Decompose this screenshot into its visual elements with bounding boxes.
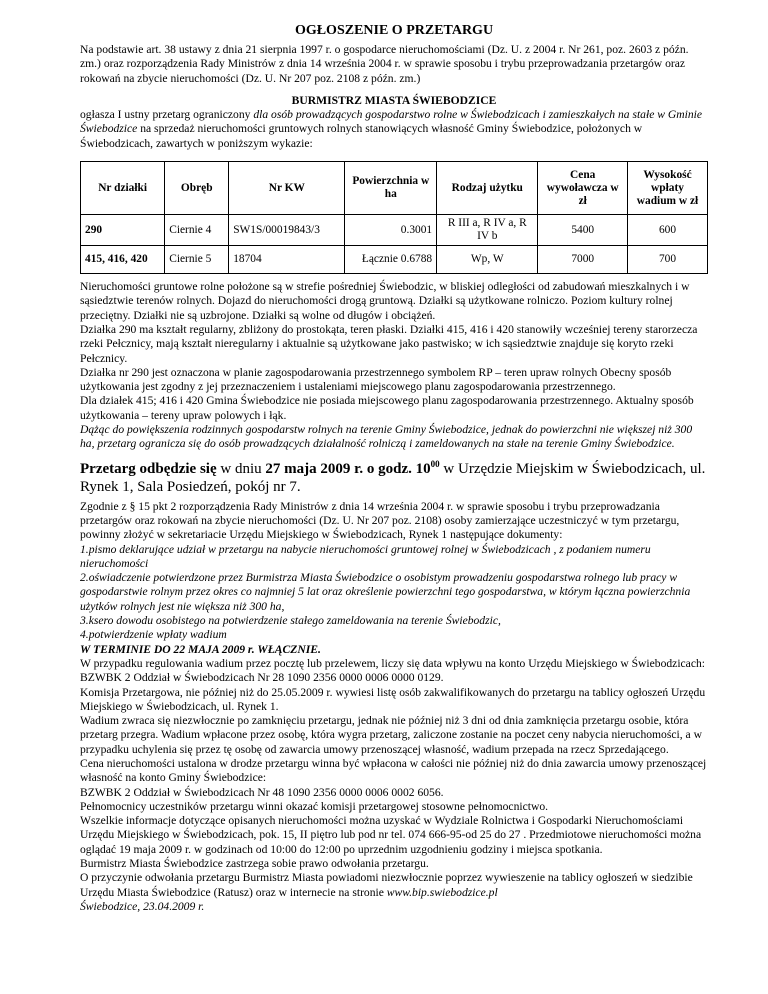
auction-text-b: w dniu — [216, 460, 266, 477]
announcement-paragraph — [80, 108, 708, 151]
place-date: Świebodzice, 23.04.2009 r. — [80, 899, 205, 913]
header-cell: Nr KW — [229, 162, 345, 215]
table-cell: 7000 — [538, 246, 628, 274]
table-cell: 0.3001 — [345, 215, 437, 246]
announcement-text-c: na sprzedaż nieruchomości gruntowych rolnych stanowiących własność Gminy Świebodzice, położonych w Świebodzicach, zawartych w poniższym wykazie: — [80, 122, 643, 150]
header-cell: Nr działki — [81, 162, 165, 215]
final-paragraph — [80, 871, 708, 900]
auction-location: w Urzędzie Miejskim w Świebodzicach, ul. Rynek 1, Sala Posiedzeń, pokój nr 7. — [80, 460, 706, 495]
header-cell: Rodzaj użytku — [437, 162, 538, 215]
table-cell: R III a, R IV a, R IV b — [437, 215, 538, 246]
final-paragraph: W przypadku regulowania wadium przez pocztę lub przelewem, liczy się data wpływu na konto Urzędu Miejskiego w Świebodzicach: BZWBK 2 Oddział w Świebodzicach Nr 28 1090 2356 0000 0006 0000 0129. — [80, 656, 705, 685]
conditions-intro: Zgodnie z § 15 pkt 2 rozporządzenia Rady Ministrów z dnia 14 września 2004 r. w sprawie sposobu i trybu przeprowadzania przetargów oraz rokowań na zbycie nieruchomości (Dz. U. Nr 207 poz. 2108) osoby zamierzające uczestniczyć w tym przetargu, powinny złożyć w sekretariacie Urzędu Miejskiego w Świebodzicach, Rynek 1 następujące dokumenty: — [80, 499, 680, 542]
description-paragraph: Działka 290 ma kształt regularny, zbliżony do prostokąta, teren płaski. Działki 415, 416 i 420 stanowiły wcześniej tereny starorzecza rzeki Pełcznicy, mają kształt nieregularny i aktualnie są użytkowane jako pastwisko; w ich sąsiedztwie znajduje się koryto rzeki Pełcznicy. — [80, 322, 698, 365]
final-paragraph: Cena nieruchomości ustalona w drodze przetargu winna być wpłacona w całości nie później niż do dnia zawarcia umowy przenoszącej własność na konto Gminy Świebodzice: — [80, 756, 707, 785]
table-cell: 700 — [627, 246, 707, 274]
final-paragraph: Wadium zwraca się niezwłocznie po zamknięciu przetargu, jednak nie później niż 3 dni od dnia zamknięcia przetargu osobie, która przetarg przegra. Wadium wpłacone przez osobę, która wygra przetarg, zaliczone zostanie na poczet ceny nabycia nieruchomości, a w przypadku uchylenia się przez tę osobę od zawarcia umowy przenoszącej własność, wadium przepada na rzecz Sprzedającego. — [80, 714, 702, 756]
table-cell: 600 — [627, 215, 707, 246]
final-paragraph: Wszelkie informacje dotyczące opisanych nieruchomości można uzyskać w Wydziale Rolnictwa i Gospodarki Nieruchomościami Urzędu Miejskiego w Świebodzicach, pok. 15, II piętro lub pod nr tel. 074 666-95-od 25 do 27 . Przedmiotowe nieruchomości można oglądać 19 maja 2009 r. w godzinach od 10:00 do 12:00 po uprzednim uzgodnieniu godziny i miejsca spotkania. — [80, 814, 702, 856]
table-cell: SW1S/00019843/3 — [229, 215, 345, 246]
description-paragraph: Nieruchomości gruntowe rolne położone są w strefie pośredniej Świebodzic, w bliskiej odległości od zabudowań mieszkalnych i w sąsiedztwie terenów rolnych. Dojazd do nieruchomości drogą gruntową. Działki są użytkowane rolniczo. Poziom kultury rolnej przeciętny. Działki nie są uzbrojone. Działki są wolne od długów i obciążeń. — [80, 280, 690, 322]
table-cell: Łącznie 0.6788 — [345, 246, 437, 274]
table-header-row — [81, 162, 708, 215]
announcement-text-b: dla osób prowadzących gospodarstwo rolne w Świebodzicach i zamieszkałych na stałe w Gminie Świebodzice — [80, 108, 703, 136]
header-cell: Cena wywoławcza w zł — [538, 162, 628, 215]
header-cell: Wysokość wpłaty wadium w zł — [627, 162, 707, 215]
legal-basis: Na podstawie art. 38 ustawy z dnia 21 sierpnia 1997 r. o gospodarce nieruchomościami (Dz. U. z 2004 r. Nr 261, poz. 2603 z późn. zm.) oraz rozporządzenia Rady Ministrów z dnia 14 września 2004 r. w sprawie sposobu i trybu przeprowadzania przetargów oraz rokowań na zbycie nieruchomości (Dz. U. Nr 207 poz. 2108 z późn. zm.) — [80, 43, 689, 85]
header-cell: Powierzchnia w ha — [345, 162, 437, 215]
auction-text-a: Przetarg odbędzie się — [80, 460, 217, 477]
auction-date: 27 maja 2009 r. o godz. 10 — [265, 460, 431, 477]
list-item: 3.ksero dowodu osobistego na potwierdzenie stałego zameldowania na terenie Świebodzic, — [80, 614, 501, 628]
announcement-text-a: ogłasza I ustny przetarg ograniczony — [80, 108, 254, 122]
table-cell: Wp, W — [437, 246, 538, 274]
final-paragraph: Komisja Przetargowa, nie później niż do 25.05.2009 r. wywiesi listę osób zakwalifikowanych do przetargu na tablicy ogłoszeń Urzędu Miejskiego w Świebodzicach, ul. Rynek 1. — [80, 685, 706, 713]
restriction-paragraph: Dążąc do powiększenia rodzinnych gospodarstw rolnych na terenie Gminy Świebodzice, jednak do powierzchni nie większej niż 300 ha, przetarg ogranicza się do osób prowadzących działalność rolniczą i zameldowanych na stałe na terenie Gminy Świebodzice. — [80, 423, 693, 451]
final-paragraph: BZWBK 2 Oddział w Świebodzicach Nr 48 1090 2356 0000 0006 0002 6056. — [80, 785, 444, 799]
auction-time-sup: 00 — [430, 458, 440, 469]
table-cell: Ciernie 5 — [165, 246, 229, 274]
list-item: 1.pismo deklarujące udział w przetargu na nabycie nieruchomości gruntowej rolnej w Świebodzicach , z podaniem numeru nieruchomości — [80, 542, 651, 570]
final-text: O przyczynie odwołania przetargu Burmistrz Miasta powiadomi niezwłocznie poprzez wywieszenie na tablicy ogłoszeń w siedzibie Urzędu Miasta Świebodzice (Ratusz) oraz w internecie na stronie — [80, 871, 693, 899]
table-row — [81, 215, 708, 246]
table-cell: 18704 — [229, 246, 345, 274]
authority-heading: BURMISTRZ MIASTA ŚWIEBODZICE — [291, 93, 497, 107]
table-cell: 5400 — [538, 215, 628, 246]
table-row — [81, 246, 708, 274]
table-cell: 415, 416, 420 — [81, 246, 165, 274]
conditions-section — [80, 500, 708, 657]
final-paragraph: Pełnomocnicy uczestników przetargu winni okazać komisji przetargowej stosowne pełnomocnictwo. — [80, 799, 549, 813]
document-title: OGŁOSZENIE O PRZETARGU — [294, 23, 494, 38]
list-item: 4.potwierdzenie wpłaty wadium — [80, 628, 227, 642]
plots-table — [80, 161, 708, 274]
description-section — [80, 280, 708, 452]
table-cell: Ciernie 4 — [165, 215, 229, 246]
final-section — [80, 657, 708, 914]
deadline-notice: W TERMINIE DO 22 MAJA 2009 r. WŁĄCZNIE. — [80, 642, 321, 656]
description-paragraph: Działka nr 290 jest oznaczona w planie zagospodarowania przestrzennego symbolem RP – teren upraw rolnych Obecny sposób użytkowania jest zgodny z jej przeznaczeniem i ustaleniami miejscowego planu zagospodarowania przestrzennego. — [80, 365, 672, 394]
list-item: 2.oświadczenie potwierdzone przez Burmistrza Miasta Świebodzice o osobistym prowadzeniu gospodarstwa rolnego lub pracy w gospodarstwie rolnym przez okres co najmniej 5 lat oraz określenie powierzchni tego gospodarstwa, w którym łączna powierzchnia użytków rolnych jest nie większa niż 300 ha, — [80, 571, 691, 613]
auction-announcement — [80, 460, 708, 496]
table-cell: 290 — [81, 215, 165, 246]
description-paragraph: Dla działek 415; 416 i 420 Gmina Świebodzice nie posiada miejscowego planu zagospodarowania przestrzennego. Aktualny sposób użytkowania – tereny upraw polowych i łąk. — [80, 394, 694, 422]
final-paragraph: Burmistrz Miasta Świebodzice zastrzega sobie prawo odwołania przetargu. — [80, 857, 429, 871]
header-cell: Obręb — [165, 162, 229, 215]
website-link[interactable]: www.bip.swiebodzice.pl — [386, 885, 498, 899]
